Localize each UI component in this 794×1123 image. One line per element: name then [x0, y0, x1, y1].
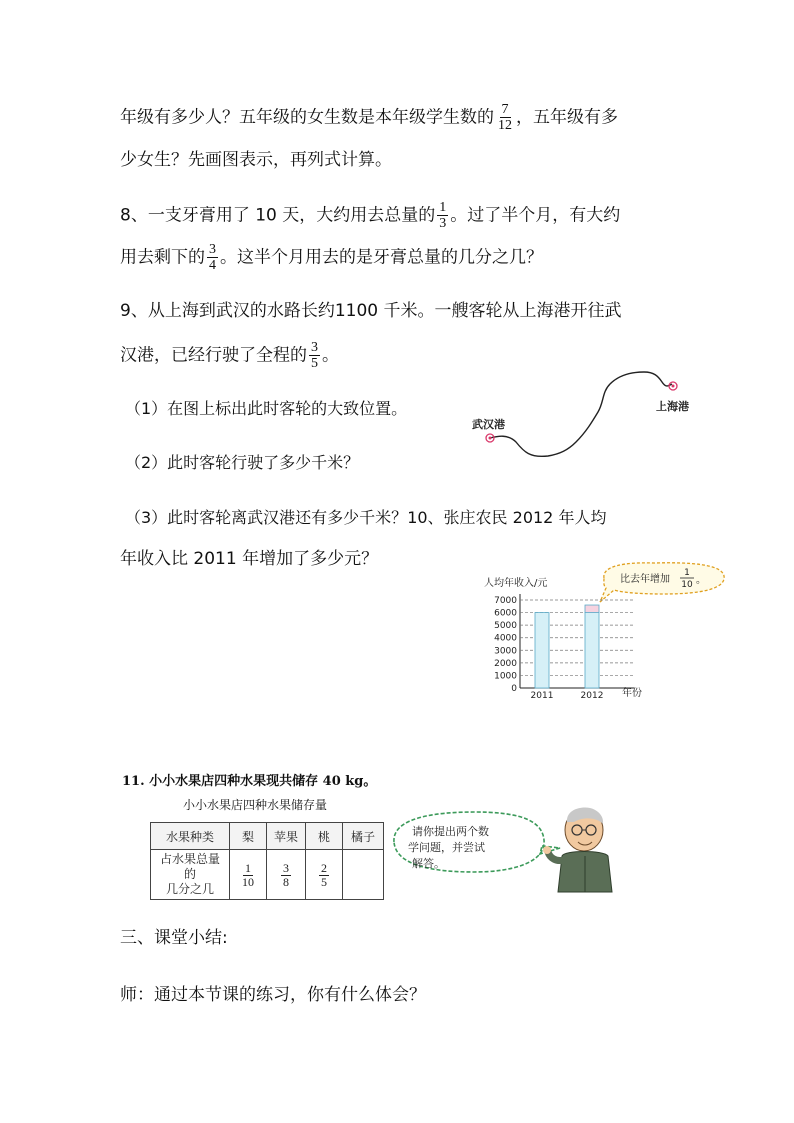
teacher-illustration — [384, 800, 624, 900]
table-header: 梨 — [230, 823, 267, 850]
summary-heading: 三、课堂小结: — [120, 928, 228, 948]
speech-line-1: 请你提出两个数 — [412, 825, 489, 838]
fraction: $\frac{3}{5}$ — [311, 340, 318, 371]
river-path — [490, 372, 672, 456]
shanghai-marker-dot — [672, 385, 675, 388]
y-tick-label: 3000 — [494, 646, 517, 657]
teacher-question: 师：通过本节课的练习，你有什么体会？ — [120, 985, 426, 1005]
wuhan-marker-dot — [489, 437, 492, 440]
q9-sub-3: （3）此时客轮离武汉港还有多少千米？10、张庄农民 2012 年人均 — [125, 508, 607, 527]
y-tick-label: 7000 — [494, 596, 517, 606]
bubble-frac-num: 1 — [684, 568, 690, 578]
bubble-frac-den: 10 — [681, 580, 693, 590]
bar-increase — [585, 605, 599, 613]
table-header: 苹果 — [267, 823, 306, 850]
table-row — [151, 850, 384, 900]
wuhan-label: 武汉港 — [472, 418, 505, 431]
bubble-text: 比去年增加 — [620, 574, 670, 585]
q9-line-2: 汉港，已经行驶了全程的 $\frac{3}{5}$ 。 — [120, 340, 339, 371]
table-header: 橘子 — [343, 823, 384, 850]
fraction: $\frac{1}{3}$ — [439, 200, 447, 231]
table-cell: $\frac{2}{5}$ — [306, 850, 343, 900]
y-tick-label: 5000 — [494, 621, 517, 632]
q11-title: 11. 小小水果店四种水果现共储存 40 kg。 — [122, 774, 377, 789]
bar — [535, 613, 549, 688]
speech-line-2: 学问题，并尝试 — [408, 841, 485, 854]
chart-y-ticks — [494, 596, 517, 694]
q10-line-2: 年收入比 2011 年增加了多少元？ — [120, 549, 379, 569]
y-tick-label: 4000 — [494, 633, 517, 644]
speech-line-3: 解答。 — [412, 857, 445, 870]
y-tick-label: 2000 — [494, 658, 517, 669]
y-tick-label: 1000 — [494, 671, 517, 682]
y-axis-label: 人均年收入/元 — [484, 578, 548, 589]
q8-line-2: 用去剩下的 $\frac{3}{4}$ 。这半个月用去的是牙膏总量的几分之几？ — [120, 242, 543, 273]
x-tick-label: 2012 — [580, 691, 604, 701]
shanghai-label: 上海港 — [656, 400, 689, 413]
fraction: $\frac{7}{12}$ — [498, 102, 512, 133]
q8-line-1: 8、一支牙膏用了 10 天，大约用去总量的 $\frac{1}{3}$ 。过了半个月，有大约 — [120, 200, 621, 231]
q9-sub-1: （1）在图上标出此时客轮的大致位置。 — [125, 399, 408, 418]
table-header: 水果种类 — [151, 823, 230, 850]
table-cell — [343, 850, 384, 900]
q9-line-1: 9、从上海到武汉的水路长约1100 千米。一艘客轮从上海港开往武 — [120, 301, 622, 321]
income-chart — [484, 558, 744, 708]
fruit-table — [150, 822, 384, 900]
q7-line-2: 少女生？先画图表示，再列式计算。 — [120, 150, 392, 170]
river-map — [468, 366, 718, 466]
q9-sub-2: （2）此时客轮行驶了多少千米？ — [125, 453, 360, 472]
table-caption: 小小水果店四种水果储存量 — [183, 798, 328, 812]
fraction: $\frac{3}{4}$ — [209, 242, 216, 273]
table-row — [151, 823, 384, 850]
y-tick-label: 6000 — [494, 608, 517, 619]
y-tick-label: 0 — [511, 684, 517, 694]
bar — [585, 613, 599, 688]
table-cell: $\frac{1}{10}$ — [230, 850, 267, 900]
q7-text-b: ，五年级有多 — [516, 107, 618, 128]
chart-x-labels — [531, 691, 604, 701]
table-cell: $\frac{3}{8}$ — [267, 850, 306, 900]
q7-text-a: 年级有多少人？五年级的女生数是本年级学生数的 — [120, 107, 494, 128]
q7-line-1 — [120, 102, 618, 133]
bubble-suffix: 。 — [696, 575, 706, 586]
row-label: 占水果总量的 几分之几 — [151, 850, 230, 900]
x-tick-label: 2011 — [530, 691, 554, 701]
table-header: 桃 — [306, 823, 343, 850]
x-axis-label: 年份 — [622, 688, 642, 699]
